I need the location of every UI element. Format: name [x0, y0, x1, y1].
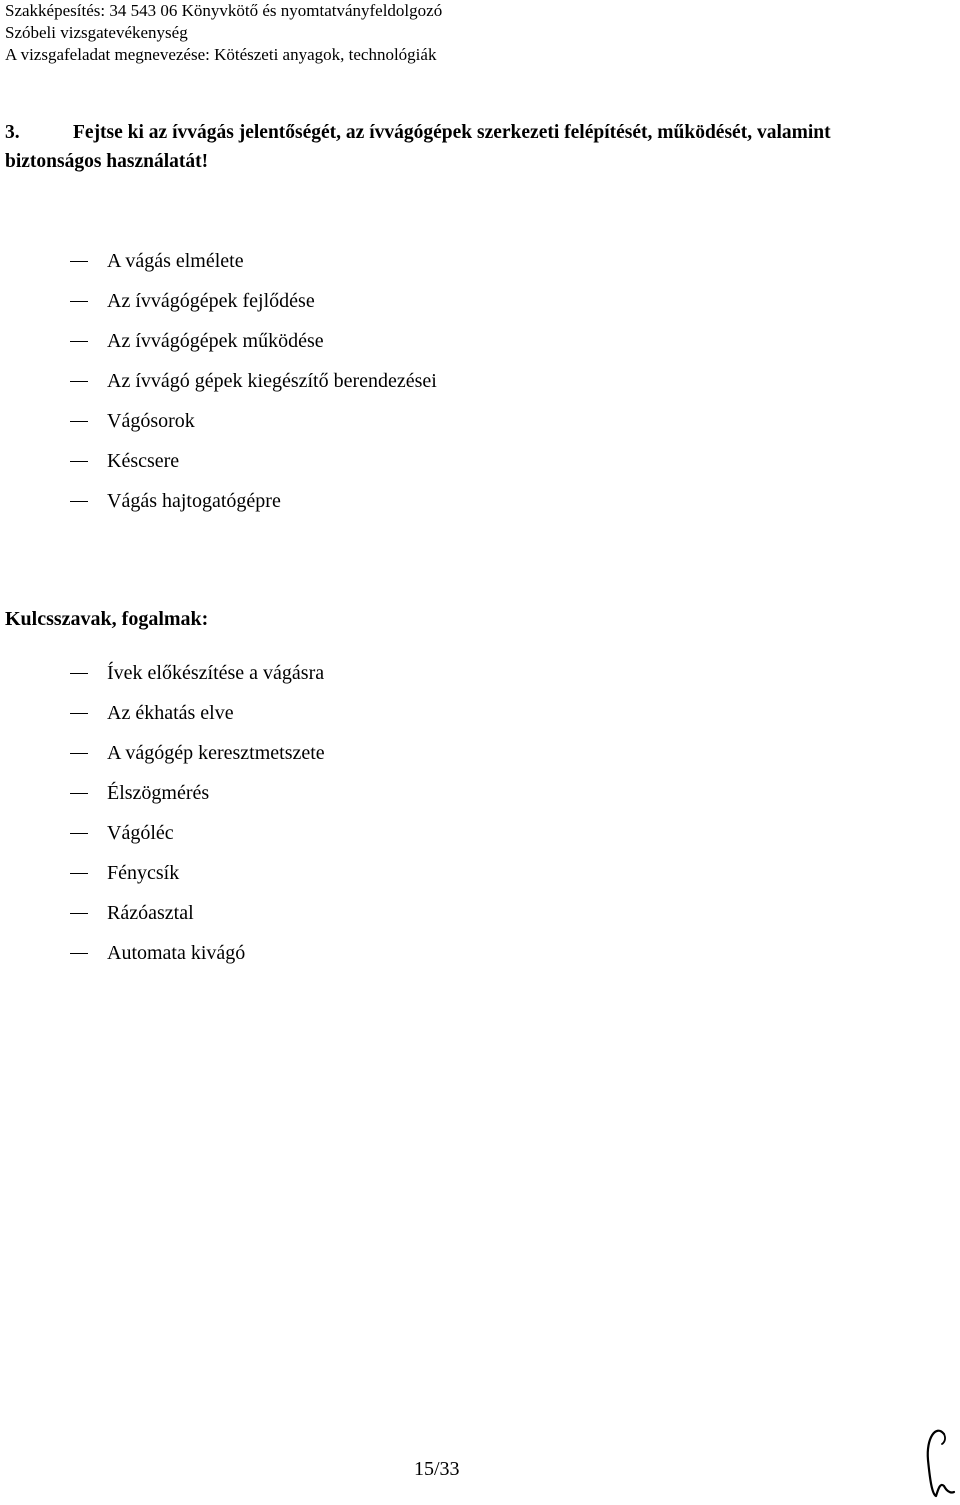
question-text: Fejtse ki az ívvágás jelentőségét, az ívvágógépek szerkezeti felépítését, működését, valamint biztonságos használatát! [5, 122, 831, 172]
keyword-label: Az ékhatás elve [107, 702, 234, 724]
keyword-label: A vágógép keresztmetszete [107, 742, 325, 764]
dash-bullet-icon [70, 673, 88, 674]
topic-label: A vágás elmélete [107, 250, 244, 272]
dash-bullet-icon [70, 461, 88, 462]
dash-bullet-icon [70, 301, 88, 302]
topic-label: Vágósorok [107, 410, 195, 432]
topic-label: Vágás hajtogatógépre [107, 490, 281, 512]
topic-label: Az ívvágógépek fejlődése [107, 290, 315, 312]
dash-bullet-icon [70, 953, 88, 954]
dash-bullet-icon [70, 501, 88, 502]
page-number: 15/33 [414, 1458, 460, 1480]
dash-bullet-icon [70, 913, 88, 914]
question-number: 3. [5, 122, 20, 143]
topic-label: Az ívvágógépek működése [107, 330, 324, 352]
keyword-label: Élszögmérés [107, 782, 210, 804]
header-qualification: Szakképesítés: 34 543 06 Könyvkötő és nyomtatványfeldolgozó [5, 1, 443, 20]
dash-bullet-icon [70, 381, 88, 382]
dash-bullet-icon [70, 341, 88, 342]
dash-bullet-icon [70, 833, 88, 834]
dash-bullet-icon [70, 713, 88, 714]
header-exam-type: Szóbeli vizsgatevékenység [5, 23, 188, 42]
keyword-label: Vágóléc [107, 822, 174, 844]
dash-bullet-icon [70, 793, 88, 794]
keyword-label: Automata kivágó [107, 942, 246, 964]
question [5, 118, 905, 176]
header-task-name: A vizsgafeladat megnevezése: Kötészeti anyagok, technológiák [5, 45, 437, 64]
topic-label: Késcsere [107, 450, 180, 472]
keyword-label: Rázóasztal [107, 902, 194, 924]
keyword-label: Fénycsík [107, 862, 180, 884]
dash-bullet-icon [70, 261, 88, 262]
dash-bullet-icon [70, 753, 88, 754]
keyword-label: Ívek előkészítése a vágásra [107, 662, 325, 684]
dash-bullet-icon [70, 873, 88, 874]
dash-bullet-icon [70, 421, 88, 422]
topic-label: Az ívvágó gépek kiegészítő berendezései [107, 370, 437, 392]
keywords-heading: Kulcsszavak, fogalmak: [5, 608, 209, 630]
handwritten-signature-icon [918, 1420, 958, 1505]
